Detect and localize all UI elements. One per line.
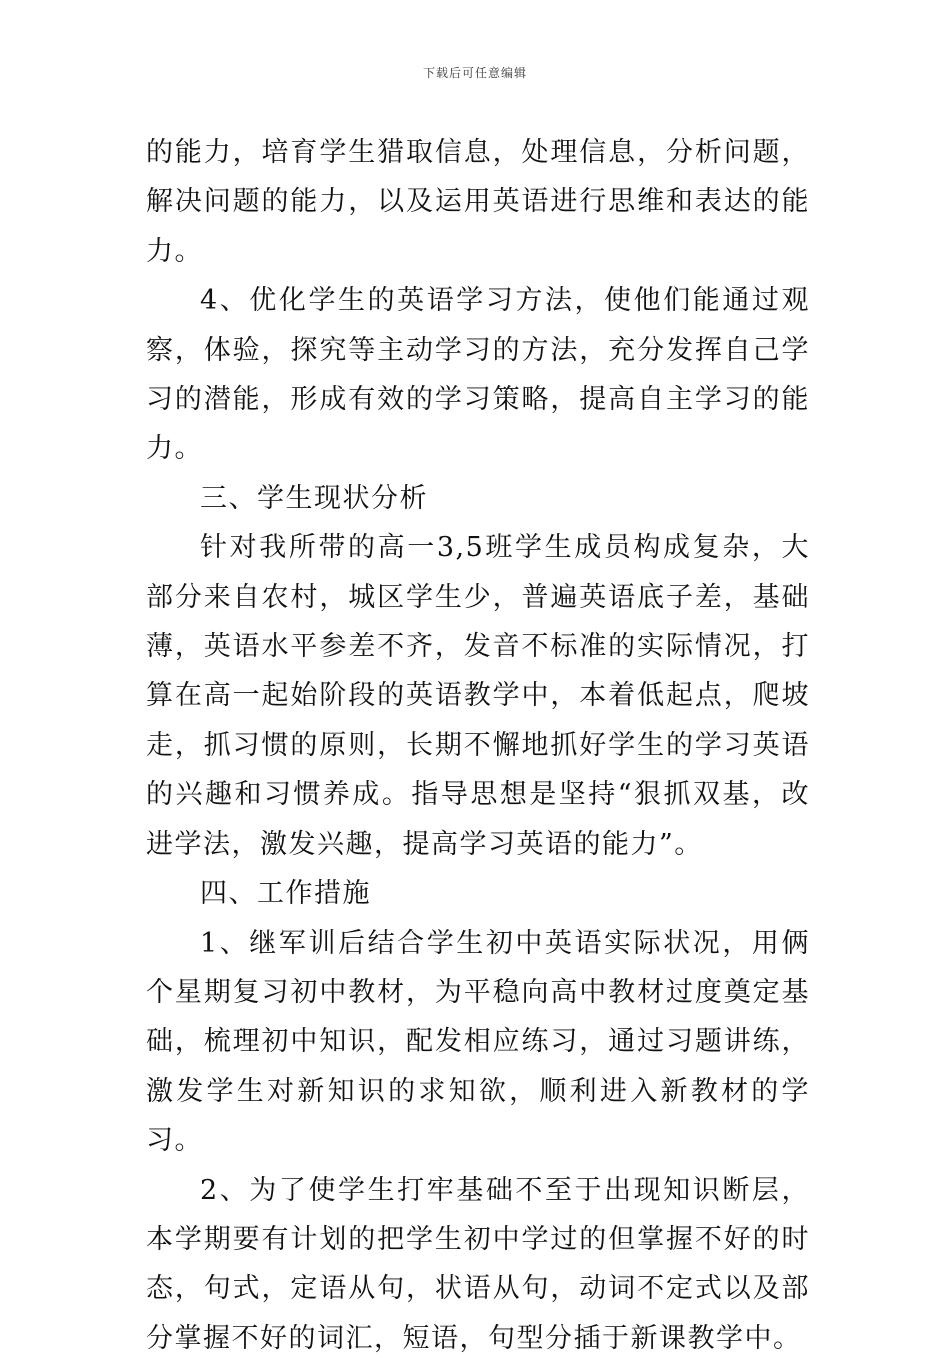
paragraph-continuation: 的能力，培育学生猎取信息，处理信息，分析问题，解决问题的能力，以及运用英语进行思维和表达的能力。 [146,137,810,267]
paragraph-measure-1: 1、继军训后结合学生初中英语实际状况，用俩个星期复习初中教材，为平稳向高中教材过度奠定基础，梳理初中知识，配发相应练习，通过习题讲练，激发学生对新知识的求知欲，顺利进入新教材的学习。 [146,927,810,1157]
paragraph-student-analysis: 针对我所带的高一3,5班学生成员构成复杂，大部分来自农村，城区学生少，普遍英语底子差，基础薄，英语水平参差不齐，发音不标准的实际情况，打算在高一起始阶段的英语教学中，本着低起点，爬坡走，抓习惯的原则，长期不懈地抓好学生的学习英语的兴趣和习惯养成。指导思想是坚持“狠抓双基，改进学法，激发兴趣，提高学习英语的能力”。 [146,532,810,860]
section-heading-student-status: 三、学生现状分析 [200,482,428,514]
document-body [146,128,810,1363]
paragraph-measure-2: 2、为了使学生打牢基础不至于出现知识断层，本学期要有计划的把学生初中学过的但掌握不好的时态，句式，定语从句，状语从句，动词不定式以及部分掌握不好的词汇，短语，句型分插于新课教学中。 [146,1174,810,1354]
paragraph-item-4: 4、优化学生的英语学习方法，使他们能通过观察，体验，探究等主动学习的方法，充分发挥自己学习的潜能，形成有效的学习策略，提高自主学习的能力。 [146,285,810,465]
header-note: 下载后可任意编辑 [422,66,527,80]
section-heading-work-measures: 四、工作措施 [200,878,371,910]
